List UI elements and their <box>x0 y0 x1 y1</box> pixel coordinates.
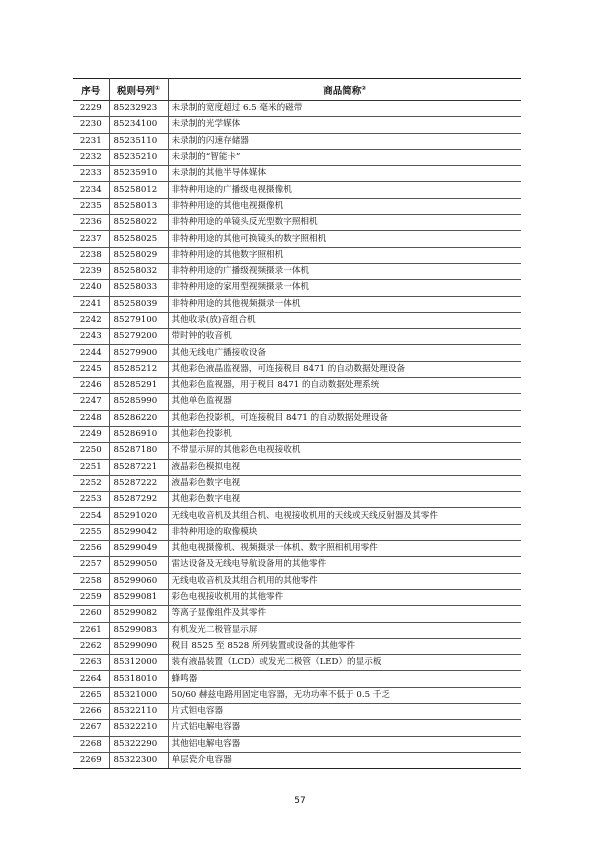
cell-desc: 未录制的闪速存储器 <box>168 133 521 149</box>
cell-code: 85258013 <box>109 198 168 214</box>
cell-code: 85299090 <box>109 638 168 654</box>
cell-code: 85279900 <box>109 345 168 361</box>
table-row <box>73 149 521 165</box>
table-row <box>73 329 521 345</box>
cell-code: 85258032 <box>109 263 168 279</box>
cell-code: 85258012 <box>109 182 168 198</box>
cell-seq: 2261 <box>73 622 109 638</box>
table-row <box>73 166 521 182</box>
cell-desc: 税目 8525 至 8528 所列装置或设备的其他零件 <box>168 638 521 654</box>
cell-desc: 其他彩色投影机，可连接税目 8471 的自动数据处理设备 <box>168 410 521 426</box>
cell-code: 85299083 <box>109 622 168 638</box>
cell-code: 85299081 <box>109 589 168 605</box>
cell-code: 85299050 <box>109 557 168 573</box>
cell-seq: 2256 <box>73 541 109 557</box>
table-row <box>73 247 521 263</box>
table-row <box>73 655 521 671</box>
cell-seq: 2242 <box>73 312 109 328</box>
table-row <box>73 492 521 508</box>
cell-seq: 2269 <box>73 752 109 768</box>
cell-seq: 2233 <box>73 166 109 182</box>
cell-seq: 2240 <box>73 280 109 296</box>
cell-seq: 2253 <box>73 492 109 508</box>
cell-desc: 其他收录(放)音组合机 <box>168 312 521 328</box>
cell-seq: 2247 <box>73 394 109 410</box>
table-header-row <box>73 79 521 101</box>
cell-desc: 其他单色监视器 <box>168 394 521 410</box>
cell-seq: 2236 <box>73 215 109 231</box>
cell-seq: 2239 <box>73 263 109 279</box>
table-row <box>73 182 521 198</box>
footnote-mark-2: ② <box>361 84 367 92</box>
cell-code: 85299049 <box>109 541 168 557</box>
cell-desc: 其他彩色液晶监视器，可连接税目 8471 的自动数据处理设备 <box>168 361 521 377</box>
cell-code: 85258039 <box>109 296 168 312</box>
cell-desc: 单层瓷介电容器 <box>168 752 521 768</box>
cell-desc: 非特种用途的单镜头反光型数字照相机 <box>168 215 521 231</box>
cell-desc: 非特种用途的取像模块 <box>168 524 521 540</box>
cell-code: 85286910 <box>109 426 168 442</box>
cell-desc: 未录制的光学媒体 <box>168 117 521 133</box>
cell-desc: 非特种用途的其他数字照相机 <box>168 247 521 263</box>
cell-code: 85322290 <box>109 736 168 752</box>
table-row <box>73 426 521 442</box>
table-row <box>73 394 521 410</box>
table-row <box>73 557 521 573</box>
table-row <box>73 117 521 133</box>
table-row <box>73 606 521 622</box>
header-seq: 序号 <box>73 79 109 101</box>
cell-desc: 非特种用途的家用型视频摄录一体机 <box>168 280 521 296</box>
cell-code: 85299060 <box>109 573 168 589</box>
table-row <box>73 622 521 638</box>
cell-code: 85287180 <box>109 443 168 459</box>
cell-code: 85279200 <box>109 329 168 345</box>
table-row <box>73 720 521 736</box>
table-row <box>73 736 521 752</box>
cell-desc: 片式铝电解电容器 <box>168 720 521 736</box>
table-row <box>73 443 521 459</box>
cell-seq: 2249 <box>73 426 109 442</box>
cell-desc: 片式钽电容器 <box>168 703 521 719</box>
table-row <box>73 133 521 149</box>
cell-code: 85287221 <box>109 459 168 475</box>
cell-desc: 带时钟的收音机 <box>168 329 521 345</box>
cell-desc: 彩色电视接收机用的其他零件 <box>168 589 521 605</box>
cell-desc: 等离子显像组件及其零件 <box>168 606 521 622</box>
cell-seq: 2254 <box>73 508 109 524</box>
cell-desc: 非特种用途的广播级电视摄像机 <box>168 182 521 198</box>
cell-code: 85285212 <box>109 361 168 377</box>
cell-code: 85232923 <box>109 101 168 117</box>
cell-seq: 2230 <box>73 117 109 133</box>
cell-desc: 其他无线电广播接收设备 <box>168 345 521 361</box>
cell-seq: 2231 <box>73 133 109 149</box>
table-row <box>73 263 521 279</box>
table-row <box>73 215 521 231</box>
table-row <box>73 280 521 296</box>
cell-code: 85318010 <box>109 671 168 687</box>
cell-seq: 2232 <box>73 149 109 165</box>
cell-code: 85286220 <box>109 410 168 426</box>
table-row <box>73 459 521 475</box>
cell-seq: 2238 <box>73 247 109 263</box>
table-row <box>73 198 521 214</box>
table-row <box>73 296 521 312</box>
cell-seq: 2267 <box>73 720 109 736</box>
table-row <box>73 508 521 524</box>
cell-desc: 无线电收音机及其组合机用的其他零件 <box>168 573 521 589</box>
cell-code: 85322210 <box>109 720 168 736</box>
cell-code: 85235110 <box>109 133 168 149</box>
table-row <box>73 524 521 540</box>
cell-desc: 未录制的“智能卡” <box>168 149 521 165</box>
cell-seq: 2229 <box>73 101 109 117</box>
table-row <box>73 573 521 589</box>
cell-seq: 2262 <box>73 638 109 654</box>
cell-seq: 2265 <box>73 687 109 703</box>
cell-code: 85291020 <box>109 508 168 524</box>
cell-code: 85258033 <box>109 280 168 296</box>
cell-code: 85235910 <box>109 166 168 182</box>
cell-desc: 其他彩色监视器，用于税目 8471 的自动数据处理系统 <box>168 378 521 394</box>
cell-desc: 液晶彩色模拟电视 <box>168 459 521 475</box>
cell-desc: 其他电视摄像机、视频摄录一体机、数字照相机用零件 <box>168 541 521 557</box>
cell-seq: 2235 <box>73 198 109 214</box>
cell-desc: 非特种用途的其他可换镜头的数字照相机 <box>168 231 521 247</box>
cell-seq: 2260 <box>73 606 109 622</box>
header-desc: 商品简称② <box>168 79 521 101</box>
cell-code: 85287292 <box>109 492 168 508</box>
table-row <box>73 101 521 117</box>
table-row <box>73 703 521 719</box>
cell-desc: 非特种用途的其他视频摄录一体机 <box>168 296 521 312</box>
cell-desc: 不带显示屏的其他彩色电视接收机 <box>168 443 521 459</box>
table-row <box>73 361 521 377</box>
tariff-table <box>73 78 521 769</box>
page-number: 57 <box>294 796 306 806</box>
cell-desc: 液晶彩色数字电视 <box>168 475 521 491</box>
cell-code: 85258022 <box>109 215 168 231</box>
table-row <box>73 687 521 703</box>
cell-desc: 非特种用途的其他电视摄像机 <box>168 198 521 214</box>
cell-seq: 2258 <box>73 573 109 589</box>
cell-seq: 2259 <box>73 589 109 605</box>
cell-desc: 无线电收音机及其组合机、电视接收机用的天线或天线反射器及其零件 <box>168 508 521 524</box>
cell-code: 85258029 <box>109 247 168 263</box>
cell-seq: 2234 <box>73 182 109 198</box>
cell-desc: 其他彩色数字电视 <box>168 492 521 508</box>
cell-seq: 2244 <box>73 345 109 361</box>
cell-desc: 非特种用途的广播级视频摄录一体机 <box>168 263 521 279</box>
cell-desc: 未录制的其他半导体媒体 <box>168 166 521 182</box>
cell-seq: 2252 <box>73 475 109 491</box>
cell-desc: 未录制的宽度超过 6.5 毫米的磁带 <box>168 101 521 117</box>
cell-seq: 2268 <box>73 736 109 752</box>
header-code: 税则号列① <box>109 79 168 101</box>
cell-desc: 雷达设备及无线电导航设备用的其他零件 <box>168 557 521 573</box>
cell-code: 85285291 <box>109 378 168 394</box>
table-row <box>73 410 521 426</box>
table-row <box>73 589 521 605</box>
table-row <box>73 231 521 247</box>
cell-seq: 2250 <box>73 443 109 459</box>
table-row <box>73 475 521 491</box>
cell-desc: 其他彩色投影机 <box>168 426 521 442</box>
cell-seq: 2266 <box>73 703 109 719</box>
table-row <box>73 345 521 361</box>
cell-code: 85299042 <box>109 524 168 540</box>
cell-seq: 2245 <box>73 361 109 377</box>
cell-seq: 2251 <box>73 459 109 475</box>
cell-code: 85287222 <box>109 475 168 491</box>
footnote-mark-1: ① <box>154 84 161 92</box>
cell-code: 85258025 <box>109 231 168 247</box>
cell-code: 85285990 <box>109 394 168 410</box>
table-row <box>73 638 521 654</box>
cell-desc: 装有液晶装置（LCD）或发光二极管（LED）的显示板 <box>168 655 521 671</box>
cell-seq: 2243 <box>73 329 109 345</box>
table-row <box>73 671 521 687</box>
cell-desc: 有机发光二极管显示屏 <box>168 622 521 638</box>
cell-code: 85321000 <box>109 687 168 703</box>
cell-code: 85299082 <box>109 606 168 622</box>
table-body <box>73 101 521 769</box>
table-row <box>73 378 521 394</box>
cell-seq: 2237 <box>73 231 109 247</box>
cell-code: 85279100 <box>109 312 168 328</box>
cell-seq: 2264 <box>73 671 109 687</box>
cell-desc: 其他铝电解电容器 <box>168 736 521 752</box>
cell-seq: 2263 <box>73 655 109 671</box>
cell-desc: 蜂鸣器 <box>168 671 521 687</box>
cell-code: 85312000 <box>109 655 168 671</box>
table-row <box>73 312 521 328</box>
table-row <box>73 752 521 768</box>
cell-desc: 50/60 赫兹电路用固定电容器，无功功率不低于 0.5 千乏 <box>168 687 521 703</box>
cell-seq: 2255 <box>73 524 109 540</box>
cell-code: 85322110 <box>109 703 168 719</box>
cell-code: 85235210 <box>109 149 168 165</box>
cell-seq: 2241 <box>73 296 109 312</box>
cell-seq: 2257 <box>73 557 109 573</box>
cell-seq: 2246 <box>73 378 109 394</box>
cell-code: 85322300 <box>109 752 168 768</box>
cell-seq: 2248 <box>73 410 109 426</box>
cell-code: 85234100 <box>109 117 168 133</box>
table-row <box>73 541 521 557</box>
